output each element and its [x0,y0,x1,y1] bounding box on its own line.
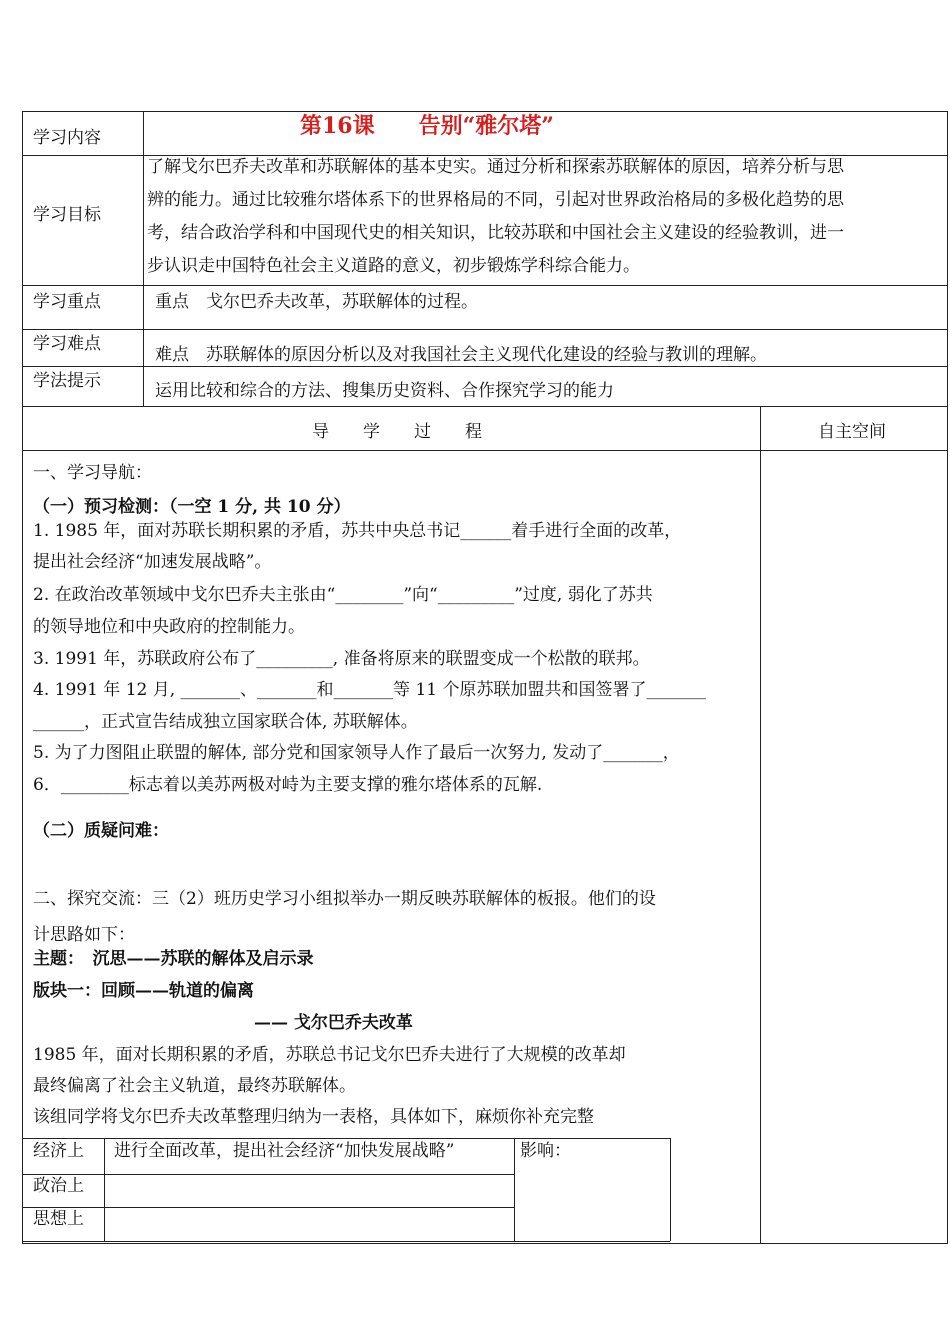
row-label-difficulties: 学习难点 [33,334,101,354]
explore-intro-cont: 计思路如下： [33,925,135,945]
objectives-line: 步认识走中国特色社会主义道路的意义，初步锻炼学科综合能力。 [147,256,640,276]
key-points-text: 重点 戈尔巴乔夫改革，苏联解体的过程。 [155,292,478,312]
table-instruction: 该组同学将戈尔巴乔夫改革整理归纳为一表格，具体如下，麻烦你补充完整 [33,1107,594,1127]
row-divider [22,366,948,367]
reform-table-top [22,1138,670,1139]
difficulties-text: 难点 苏联解体的原因分析以及对我国社会主义现代化建设的经验与教训的理解。 [155,345,767,365]
objectives-line: 辨的能力。通过比较雅尔塔体系下的世界格局的不同，引起对世界政治格局的多极化趋势的思 [147,190,844,210]
reform-paragraph-cont: 最终偏离了社会主义轨道，最终苏联解体。 [33,1076,356,1096]
reform-table-row-divider [22,1207,514,1208]
question-5: 5. 为了力图阻止联盟的解体, 部分党和国家领导人作了最后一次努力, 发动了_______， [33,743,680,763]
label-column-divider [143,111,144,406]
reform-row-label-politics: 政治上 [33,1176,84,1196]
objectives-line: 了解戈尔巴乔夫改革和苏联解体的基本史实。通过分析和探索苏联解体的原因，培养分析与思 [147,157,844,177]
theme-line: 主题： 沉思——苏联的解体及启示录 [33,949,314,969]
self-space-header: 自主空间 [818,422,886,442]
row-label-key-points: 学习重点 [33,292,101,312]
reform-row-label-economy: 经济上 [33,1141,84,1161]
question-3: 3. 1991 年，苏联政府公布了_________, 准备将原来的联盟变成一个松散的联邦。 [33,649,650,669]
reform-table-right-border [670,1138,671,1241]
reform-row-content-economy: 进行全面改革，提出社会经济“加快发展战略” [114,1141,455,1161]
lesson-title: 第16课 告别“雅尔塔” [300,113,554,139]
reform-paragraph: 1985 年，面对长期积累的矛盾，苏联总书记戈尔巴乔夫进行了大规模的改革却 [33,1045,626,1065]
table-top-border [22,111,948,112]
question-difficulty-heading: （二）质疑问难： [33,821,169,841]
question-4: 4. 1991 年 12 月, _______、_______和_______等 11 个原苏联加盟共和国签署了_______ [33,680,706,700]
process-header: 导 学 过 程 [312,422,482,442]
question-2-cont: 的领导地位和中央政府的控制能力。 [33,617,305,637]
question-6: 6．________标志着以美苏两极对峙为主要支撑的雅尔塔体系的瓦解. [33,775,543,795]
section-nav-heading: 一、学习导航： [33,463,152,483]
row-divider [22,406,948,407]
self-space-column-divider [760,406,761,1243]
row-divider [22,285,948,286]
table-bottom-border [22,1243,948,1244]
question-1-cont: 提出社会经济“加速发展战略”。 [33,552,272,572]
row-divider [22,329,948,330]
block-1-subheading: —— 戈尔巴乔夫改革 [254,1013,413,1033]
reform-table-col-divider [104,1138,105,1241]
reform-table-row-divider [22,1174,514,1175]
question-4-cont: ______，正式宣告结成独立国家联合体, 苏联解体。 [33,712,418,732]
table-left-border [22,111,23,1243]
row-label-content: 学习内容 [33,128,101,148]
block-1-heading: 版块一：回顾——轨道的偏离 [33,981,254,1001]
reform-table-col-divider [514,1138,515,1241]
row-label-method: 学法提示 [33,371,101,391]
objectives-line: 考，结合政治学科和中国现代史的相关知识，比较苏联和中国社会主义建设的经验教训，进一 [147,223,844,243]
table-right-border [947,111,948,1243]
question-2: 2. 在政治改革领域中戈尔巴乔夫主张由“________”向“_________”过度, 弱化了苏共 [33,585,653,605]
question-1: 1. 1985 年，面对苏联长期积累的矛盾，苏共中央总书记______着手进行全面的改革， [33,521,682,541]
explore-intro: 二、探究交流：三（2）班历史学习小组拟举办一期反映苏联解体的板报。他们的设 [33,889,656,909]
reform-row-label-ideology: 思想上 [33,1209,84,1229]
reform-table-bottom [22,1241,670,1242]
preview-check-heading: （一）预习检测：（一空 1 分, 共 10 分） [33,497,351,517]
row-divider [22,450,948,451]
method-text: 运用比较和综合的方法、搜集历史资料、合作探究学习的能力 [155,381,614,401]
reform-impact-label: 影响： [520,1141,571,1161]
row-label-objectives: 学习目标 [33,205,101,225]
